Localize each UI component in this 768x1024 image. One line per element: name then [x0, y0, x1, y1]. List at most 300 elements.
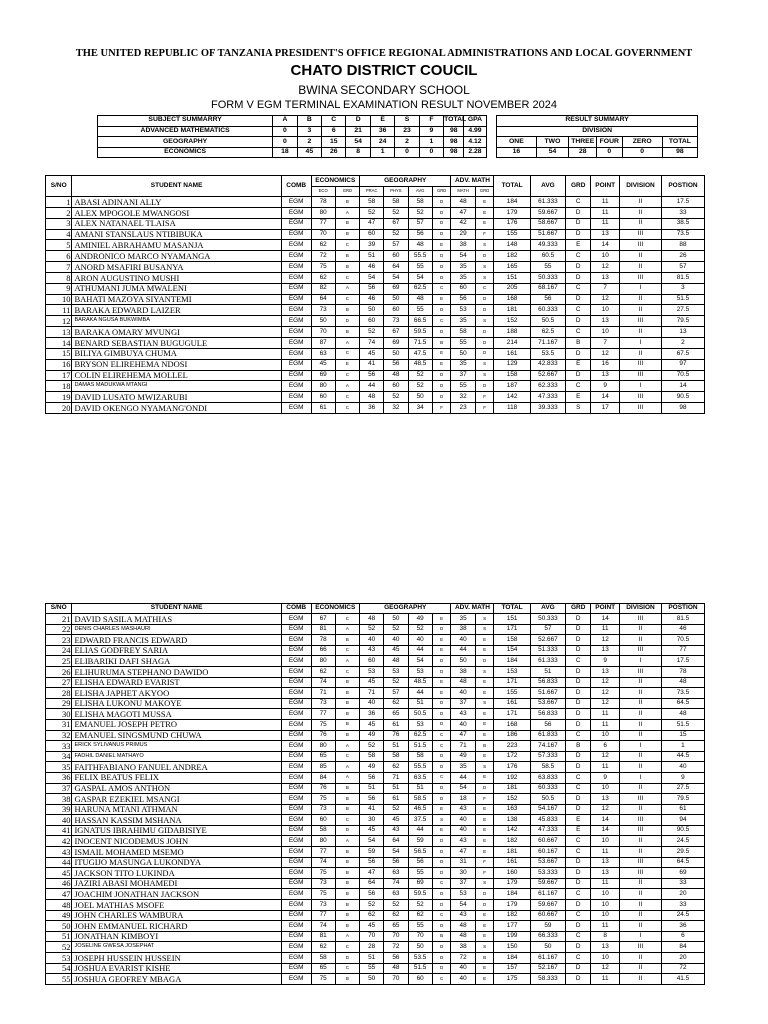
student-row	[46, 709, 705, 720]
average-score: 63.833	[530, 772, 565, 783]
geography-practical: 50	[360, 305, 384, 316]
economics-score: 70	[311, 327, 335, 338]
math-score: 29	[451, 229, 475, 240]
math-grade: D	[475, 251, 494, 262]
total-score: 184	[494, 197, 530, 208]
geography-grade: C	[432, 283, 451, 294]
grd-subheader: GRD	[475, 187, 494, 197]
geography-physical: 50	[384, 294, 408, 305]
combination: EGM	[281, 240, 311, 251]
geography-average: 57	[408, 218, 432, 229]
points: 16	[591, 359, 620, 370]
student-name-header: STUDENT NAME	[72, 176, 281, 197]
geography-grade: D	[432, 666, 451, 677]
geography-physical: 62	[384, 910, 408, 921]
grade-header: A	[273, 116, 297, 127]
point-header: POINT	[591, 176, 620, 197]
math-grade: D	[475, 305, 494, 316]
grade-count: 36	[370, 126, 394, 137]
combination: EGM	[281, 953, 311, 964]
position: 17.5	[661, 656, 704, 667]
student-row	[46, 910, 705, 921]
geography-average: 49	[408, 614, 432, 625]
geography-physical: 56	[384, 857, 408, 868]
math-score: 40	[451, 688, 475, 699]
overall-grade: D	[566, 709, 591, 720]
combination: EGM	[281, 900, 311, 911]
position: 6	[661, 931, 704, 942]
economics-grade: D	[335, 316, 359, 327]
geography-physical: 62	[384, 762, 408, 773]
geography-average: 55	[408, 868, 432, 879]
total-score: 158	[494, 635, 530, 646]
student-row	[46, 624, 705, 635]
geography-practical: 54	[360, 836, 384, 847]
math-grade: S	[475, 272, 494, 283]
grade-header: S	[395, 116, 419, 127]
serial-number: 55	[46, 974, 72, 985]
position: 33	[661, 900, 704, 911]
geography-physical: 60	[384, 305, 408, 316]
student-name: EMANUEL SINGSMUND CHUWA	[72, 730, 281, 741]
combination: EGM	[281, 815, 311, 826]
total-score: 155	[494, 229, 530, 240]
points: 11	[591, 207, 620, 218]
grade-count: 45	[297, 147, 321, 158]
geography-grade: C	[432, 730, 451, 741]
points: 11	[591, 624, 620, 635]
grade-count: 24	[370, 137, 394, 148]
total-score: 192	[494, 772, 530, 783]
combination: EGM	[281, 218, 311, 229]
position: 9	[661, 772, 704, 783]
student-name: DAVID LUSATO MWIZARUBI	[72, 392, 281, 403]
total-score: 142	[494, 825, 530, 836]
economics-grade: A	[335, 772, 359, 783]
math-grade: S	[475, 262, 494, 273]
position: 64.5	[661, 857, 704, 868]
economics-score: 58	[311, 953, 335, 964]
economics-score: 77	[311, 910, 335, 921]
geography-practical: 45	[360, 921, 384, 932]
overall-grade: C	[566, 889, 591, 900]
position: 3	[661, 283, 704, 294]
total-score: 184	[494, 889, 530, 900]
division: II	[620, 677, 662, 688]
geography-physical: 69	[384, 337, 408, 348]
geography-grade: D	[432, 889, 451, 900]
combination: EGM	[281, 974, 311, 985]
total-score: 165	[494, 262, 530, 273]
average-score: 56	[530, 294, 565, 305]
math-grade: F	[475, 857, 494, 868]
math-score: 35	[451, 762, 475, 773]
combination: EGM	[281, 783, 311, 794]
student-row	[46, 218, 705, 229]
geography-grade: D	[432, 197, 451, 208]
grd-subheader: GRD	[335, 187, 359, 197]
geography-physical: 51	[384, 741, 408, 752]
geography-grade: S	[432, 815, 451, 826]
division-count: 28	[569, 147, 597, 158]
division: II	[620, 635, 662, 646]
position: 79.5	[661, 794, 704, 805]
grade-count: 0	[395, 147, 419, 158]
total-score: 138	[494, 815, 530, 826]
math-score: 53	[451, 305, 475, 316]
economics-grade: C	[335, 403, 359, 414]
economics-score: 82	[311, 283, 335, 294]
economics-grade: B	[335, 197, 359, 208]
serial-number: 42	[46, 836, 72, 847]
combination: EGM	[281, 698, 311, 709]
student-name: IGNATUS IBRAHIMU GIDABISIYE	[72, 825, 281, 836]
division-header: DIVISION	[497, 126, 698, 137]
economics-score: 78	[311, 197, 335, 208]
division: II	[620, 305, 662, 316]
economics-grade: B	[335, 327, 359, 338]
economics-score: 80	[311, 656, 335, 667]
math-score: 55	[451, 381, 475, 392]
geography-average: 48.5	[408, 359, 432, 370]
combination: EGM	[281, 719, 311, 730]
total-header: TOTAL	[494, 176, 530, 197]
economics-grade: B	[335, 218, 359, 229]
combination: EGM	[281, 878, 311, 889]
economics-score: 75	[311, 719, 335, 730]
geography-physical: 62	[384, 698, 408, 709]
economics-score: 80	[311, 836, 335, 847]
overall-grade: D	[566, 900, 591, 911]
points: 11	[591, 878, 620, 889]
grade-count: 9	[419, 126, 443, 137]
student-row	[46, 403, 705, 414]
overall-grade: D	[566, 229, 591, 240]
geography-average: 50	[408, 392, 432, 403]
geography-physical: 58	[384, 751, 408, 762]
student-row	[46, 688, 705, 699]
points: 12	[591, 635, 620, 646]
student-name: ELISHA JAPHET AKYOO	[72, 688, 281, 699]
overall-grade: E	[566, 359, 591, 370]
economics-score: 62	[311, 942, 335, 953]
math-score: 32	[451, 392, 475, 403]
math-score: 50	[451, 656, 475, 667]
points: 14	[591, 815, 620, 826]
combination: EGM	[281, 197, 311, 208]
total-score: 181	[494, 783, 530, 794]
division: II	[620, 251, 662, 262]
geography-average: 55	[408, 921, 432, 932]
serial-number: 1	[46, 197, 72, 208]
economics-score: 70	[311, 229, 335, 240]
total-score: 179	[494, 878, 530, 889]
division: III	[620, 392, 662, 403]
economics-grade: B	[335, 974, 359, 985]
total-score: 152	[494, 794, 530, 805]
spacer	[486, 126, 497, 137]
average-score: 60.667	[530, 910, 565, 921]
position: 72	[661, 963, 704, 974]
position: 61	[661, 804, 704, 815]
geography-average: 58.5	[408, 794, 432, 805]
results-table-part-1	[45, 175, 705, 414]
division-label: ONE	[497, 137, 536, 148]
geography-practical: 52	[360, 327, 384, 338]
overall-grade: D	[566, 614, 591, 625]
math-score: 35	[451, 262, 475, 273]
geography-grade: D	[432, 698, 451, 709]
student-name: INOCENT NICODEMUS JOHN	[72, 836, 281, 847]
geography-grade: E	[432, 359, 451, 370]
combination: EGM	[281, 645, 311, 656]
combination: EGM	[281, 359, 311, 370]
serial-number: 41	[46, 825, 72, 836]
math-grade: S	[475, 614, 494, 625]
geography-practical: 41	[360, 804, 384, 815]
economics-grade: B	[335, 229, 359, 240]
math-score: 43	[451, 836, 475, 847]
geography-physical: 56	[384, 953, 408, 964]
points: 13	[591, 666, 620, 677]
serial-number: 2	[46, 207, 72, 218]
geography-physical: 71	[384, 772, 408, 783]
points: 10	[591, 910, 620, 921]
geography-physical: 72	[384, 942, 408, 953]
geography-physical: 48	[384, 370, 408, 381]
geography-average: 52	[408, 381, 432, 392]
position: 15	[661, 730, 704, 741]
economics-score: 80	[311, 741, 335, 752]
overall-grade: D	[566, 666, 591, 677]
geography-physical: 48	[384, 656, 408, 667]
position: 44.5	[661, 751, 704, 762]
geography-average: 55.5	[408, 251, 432, 262]
serial-number: 40	[46, 815, 72, 826]
student-row	[46, 836, 705, 847]
points: 12	[591, 677, 620, 688]
overall-grade: D	[566, 316, 591, 327]
economics-score: 63	[311, 348, 335, 359]
student-row	[46, 197, 705, 208]
combination: EGM	[281, 751, 311, 762]
economics-header: ECONOMICS	[311, 176, 359, 187]
student-name: JAZIRI ABASI MOHAMEDI	[72, 878, 281, 889]
geography-practical: 48	[360, 614, 384, 625]
geography-grade: E	[432, 348, 451, 359]
economics-score: 76	[311, 783, 335, 794]
geography-physical: 70	[384, 974, 408, 985]
overall-grade: D	[566, 751, 591, 762]
serial-number: 7	[46, 262, 72, 273]
geography-practical: 74	[360, 337, 384, 348]
student-row	[46, 772, 705, 783]
grd-header: GRD	[566, 176, 591, 197]
overall-grade: S	[566, 403, 591, 414]
geography-average: 48	[408, 240, 432, 251]
student-row	[46, 762, 705, 773]
points: 10	[591, 783, 620, 794]
student-row	[46, 847, 705, 858]
student-name-header: STUDENT NAME	[72, 604, 281, 614]
position: 97	[661, 359, 704, 370]
division: II	[620, 963, 662, 974]
grade-count: 15	[322, 137, 346, 148]
math-grade: E	[475, 963, 494, 974]
combination: EGM	[281, 635, 311, 646]
economics-grade: B	[335, 847, 359, 858]
combination: EGM	[281, 337, 311, 348]
economics-header: ECONOMICS	[311, 604, 359, 614]
math-score: 38	[451, 624, 475, 635]
geography-grade: D	[432, 272, 451, 283]
points: 11	[591, 197, 620, 208]
division: II	[620, 688, 662, 699]
math-grade: B	[475, 741, 494, 752]
geography-average: 40	[408, 635, 432, 646]
combination: EGM	[281, 847, 311, 858]
student-row	[46, 392, 705, 403]
geography-grade: D	[432, 262, 451, 273]
point-header: POINT	[591, 604, 620, 614]
combination: EGM	[281, 836, 311, 847]
summary-row	[98, 137, 698, 148]
position: 46	[661, 624, 704, 635]
geography-physical: 40	[384, 635, 408, 646]
student-name: COLIN ELIREHEMA MOLLEL	[72, 370, 281, 381]
position: 78	[661, 666, 704, 677]
geography-average: 48.5	[408, 677, 432, 688]
average-score: 68.167	[530, 283, 565, 294]
average-score: 53.5	[530, 348, 565, 359]
position: 24.5	[661, 910, 704, 921]
student-name: ABASI ADINANI ALLY	[72, 197, 281, 208]
points: 11	[591, 921, 620, 932]
economics-score: 67	[311, 614, 335, 625]
total-score: 163	[494, 804, 530, 815]
student-row	[46, 359, 705, 370]
geography-physical: 73	[384, 316, 408, 327]
student-name: ITUGIJO MASUNGA LUKONDYA	[72, 857, 281, 868]
combination: EGM	[281, 392, 311, 403]
serial-number: 21	[46, 614, 72, 625]
math-grade: E	[475, 910, 494, 921]
division-label: ZERO	[622, 137, 662, 148]
division: II	[620, 207, 662, 218]
avg-subheader: AVG	[408, 187, 432, 197]
student-row	[46, 730, 705, 741]
geography-physical: 58	[384, 197, 408, 208]
economics-score: 64	[311, 294, 335, 305]
economics-score: 74	[311, 857, 335, 868]
geography-practical: 53	[360, 666, 384, 677]
student-name: DAVID SASILA MATHIAS	[72, 614, 281, 625]
serial-number: 37	[46, 783, 72, 794]
student-name: BARAKA EDWARD LAIZER	[72, 305, 281, 316]
geography-average: 37.5	[408, 815, 432, 826]
math-grade: S	[475, 359, 494, 370]
division: I	[620, 337, 662, 348]
geography-average: 53.5	[408, 953, 432, 964]
geography-average: 51.5	[408, 741, 432, 752]
position: 14	[661, 381, 704, 392]
student-name: ELIHURUMA STEPHANO DAWIDO	[72, 666, 281, 677]
average-score: 51.667	[530, 229, 565, 240]
division: I	[620, 381, 662, 392]
average-score: 59.667	[530, 207, 565, 218]
geography-practical: 41	[360, 359, 384, 370]
geography-physical: 45	[384, 645, 408, 656]
overall-grade: D	[566, 624, 591, 635]
math-score: 55	[451, 337, 475, 348]
geography-physical: 67	[384, 327, 408, 338]
math-score: 54	[451, 251, 475, 262]
geography-average: 56.5	[408, 847, 432, 858]
total-score: 152	[494, 316, 530, 327]
total-score: 187	[494, 381, 530, 392]
geography-average: 56	[408, 857, 432, 868]
total-score: 171	[494, 709, 530, 720]
points: 11	[591, 218, 620, 229]
combination: EGM	[281, 403, 311, 414]
division-label: THREE	[569, 137, 597, 148]
geography-practical: 52	[360, 741, 384, 752]
geography-grade: E	[432, 677, 451, 688]
combination: EGM	[281, 229, 311, 240]
serial-number: 10	[46, 294, 72, 305]
student-row	[46, 229, 705, 240]
economics-score: 73	[311, 804, 335, 815]
position-header: POSTION	[661, 604, 704, 614]
average-score: 58.667	[530, 218, 565, 229]
economics-score: 77	[311, 709, 335, 720]
student-row	[46, 251, 705, 262]
economics-score: 75	[311, 794, 335, 805]
student-name: AMANI STANSLAUS NTIBIBUKA	[72, 229, 281, 240]
economics-grade: B	[335, 857, 359, 868]
math-grade: E	[475, 931, 494, 942]
math-grade: E	[475, 815, 494, 826]
combination: EGM	[281, 910, 311, 921]
adv-math-header: ADV. MATH	[451, 604, 494, 614]
student-row	[46, 283, 705, 294]
economics-score: 74	[311, 921, 335, 932]
division: II	[620, 348, 662, 359]
geography-grade: C	[432, 910, 451, 921]
combination: EGM	[281, 730, 311, 741]
economics-grade: B	[335, 730, 359, 741]
serial-number: 38	[46, 794, 72, 805]
overall-grade: D	[566, 635, 591, 646]
math-grade: E	[475, 804, 494, 815]
geography-physical: 32	[384, 403, 408, 414]
student-name: JOEL MATHIAS MSOFE	[72, 900, 281, 911]
geography-grade: C	[432, 772, 451, 783]
math-score: 49	[451, 751, 475, 762]
total-score: 176	[494, 762, 530, 773]
position: 57	[661, 262, 704, 273]
math-grade: S	[475, 942, 494, 953]
geography-physical: 43	[384, 825, 408, 836]
overall-grade: D	[566, 963, 591, 974]
division: III	[620, 868, 662, 879]
geography-physical: 48	[384, 963, 408, 974]
subject-total: 98	[444, 126, 464, 137]
economics-score: 66	[311, 645, 335, 656]
average-score: 60.167	[530, 847, 565, 858]
grade-header: C	[322, 116, 346, 127]
math-grade: F	[475, 868, 494, 879]
